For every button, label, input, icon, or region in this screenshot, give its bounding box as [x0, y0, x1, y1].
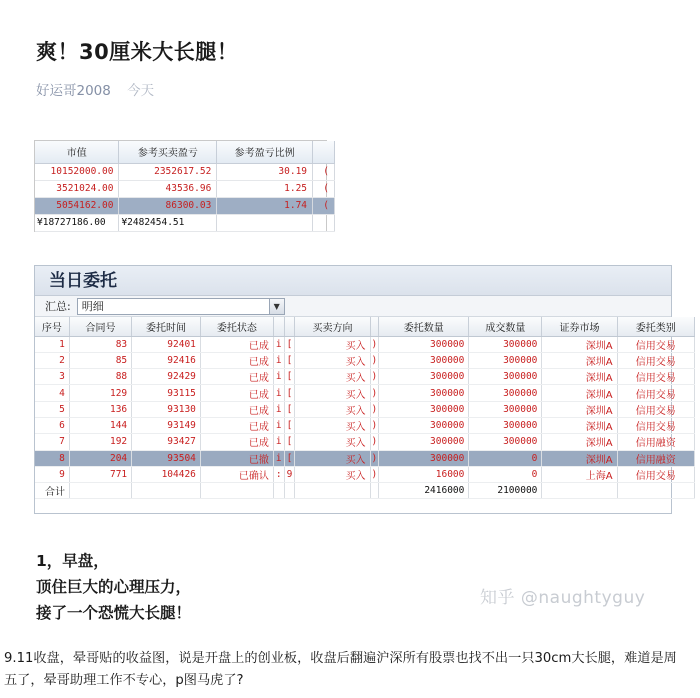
table-cell: i	[273, 385, 284, 401]
table-cell: 2352617.52	[119, 163, 217, 180]
table-cell: 93130	[132, 401, 201, 417]
table-cell	[132, 483, 201, 499]
table-cell: 9	[284, 466, 295, 482]
table-cell: 86300.03	[119, 197, 217, 214]
table-cell: [	[284, 369, 295, 385]
table-cell: i	[273, 352, 284, 368]
column-header: 参考盈亏比例	[217, 141, 313, 163]
table-cell: 5054162.00	[35, 197, 119, 214]
table-row	[35, 369, 695, 385]
table-cell: 深圳A	[542, 369, 617, 385]
table-row	[35, 385, 695, 401]
table-cell: ¥18727186.00	[35, 214, 119, 231]
table-cell: 已成	[200, 336, 273, 352]
table-cell: 83	[69, 336, 131, 352]
table-cell: )	[370, 385, 379, 401]
table-cell: i	[273, 450, 284, 466]
table-cell: 300000	[469, 352, 542, 368]
table-header-row	[35, 317, 695, 336]
column-header-truncated	[284, 317, 295, 336]
column-header: 证券市场	[542, 317, 617, 336]
table-cell: 300000	[379, 417, 469, 433]
table-cell: 300000	[379, 369, 469, 385]
table-cell: 1.25	[217, 180, 313, 197]
table-cell: )	[370, 336, 379, 352]
column-header-truncated	[273, 317, 284, 336]
table-cell: 合计	[35, 483, 69, 499]
table-cell: 买入	[295, 385, 370, 401]
table-cell: 已成	[200, 401, 273, 417]
table-cell: [	[284, 401, 295, 417]
table-cell: 信用交易	[617, 336, 694, 352]
column-header: 委托状态	[200, 317, 273, 336]
table-cell: 买入	[295, 336, 370, 352]
table-row	[35, 180, 335, 197]
table-cell: 深圳A	[542, 434, 617, 450]
table-cell: 2416000	[379, 483, 469, 499]
table-cell: 93427	[132, 434, 201, 450]
table-cell: 204	[69, 450, 131, 466]
table-cell	[313, 214, 335, 231]
panel-title: 当日委托	[35, 266, 671, 296]
column-header-truncated	[313, 141, 335, 163]
table-cell: 9	[35, 466, 69, 482]
table-cell: 信用交易	[617, 401, 694, 417]
table-cell: 3	[35, 369, 69, 385]
table-cell: 深圳A	[542, 385, 617, 401]
table-cell: 93149	[132, 417, 201, 433]
table-total-row	[35, 483, 695, 499]
table-cell: 已成	[200, 352, 273, 368]
author-link[interactable]: 好运哥2008	[36, 83, 111, 99]
table-cell: 4	[35, 385, 69, 401]
table-cell: 5	[35, 401, 69, 417]
table-cell: [	[284, 417, 295, 433]
table-cell: 深圳A	[542, 417, 617, 433]
table-cell	[617, 483, 694, 499]
table-row-selected	[35, 450, 695, 466]
table-cell: 300000	[469, 434, 542, 450]
table-cell	[273, 483, 284, 499]
column-header: 序号	[35, 317, 69, 336]
orders-table	[35, 317, 695, 499]
summary-filter-row	[35, 296, 671, 317]
table-cell: 300000	[379, 434, 469, 450]
table-cell: 93504	[132, 450, 201, 466]
table-cell: 深圳A	[542, 336, 617, 352]
table-cell: 300000	[469, 336, 542, 352]
table-row-selected	[35, 197, 335, 214]
table-cell: 300000	[469, 369, 542, 385]
table-cell: 已成	[200, 417, 273, 433]
table-cell: 信用交易	[617, 466, 694, 482]
table-cell: )	[370, 401, 379, 417]
table-total-row	[35, 214, 335, 231]
table-cell: )	[370, 466, 379, 482]
table-cell: 买入	[295, 401, 370, 417]
table-cell: [	[284, 434, 295, 450]
table-cell: i	[273, 434, 284, 450]
table-row	[35, 434, 695, 450]
table-cell: 300000	[379, 450, 469, 466]
table-cell: [	[284, 352, 295, 368]
table-cell: 43536.96	[119, 180, 217, 197]
column-header: 市值	[35, 141, 119, 163]
table-cell: 买入	[295, 466, 370, 482]
table-cell: 300000	[469, 401, 542, 417]
table-cell: i	[273, 401, 284, 417]
table-cell: 买入	[295, 352, 370, 368]
table-cell: 信用交易	[617, 369, 694, 385]
table-cell: 2100000	[469, 483, 542, 499]
table-cell	[295, 483, 370, 499]
table-cell: 93115	[132, 385, 201, 401]
table-cell: 192	[69, 434, 131, 450]
column-header: 成交数量	[469, 317, 542, 336]
table-row	[35, 466, 695, 482]
table-cell: 信用融资	[617, 434, 694, 450]
table-cell: 信用交易	[617, 352, 694, 368]
table-cell: 300000	[379, 336, 469, 352]
table-cell: 771	[69, 466, 131, 482]
table-cell: 已成	[200, 369, 273, 385]
table-cell: )	[370, 417, 379, 433]
table-cell	[370, 483, 379, 499]
table-row	[35, 417, 695, 433]
table-cell: 8	[35, 450, 69, 466]
table-cell: 85	[69, 352, 131, 368]
table-cell	[217, 214, 313, 231]
table-cell: 300000	[469, 385, 542, 401]
table-cell: 已成	[200, 385, 273, 401]
table-cell: 0	[469, 450, 542, 466]
table-cell: 已成	[200, 434, 273, 450]
table-cell	[284, 483, 295, 499]
body-line: 1，早盘，	[36, 552, 109, 570]
table-cell	[542, 483, 617, 499]
table-cell: :	[273, 466, 284, 482]
table-cell: 300000	[379, 401, 469, 417]
table-cell: 136	[69, 401, 131, 417]
table-cell: 300000	[469, 417, 542, 433]
post-time: 今天	[127, 83, 155, 99]
orders-panel-image	[34, 265, 676, 514]
table-cell: 6	[35, 417, 69, 433]
table-cell: 买入	[295, 434, 370, 450]
watermark: 知乎 @naughtyguy	[480, 588, 646, 608]
table-cell: 买入	[295, 450, 370, 466]
table-cell: [	[284, 336, 295, 352]
table-cell	[200, 483, 273, 499]
table-cell: 信用交易	[617, 417, 694, 433]
table-cell: (	[313, 180, 335, 197]
table-row	[35, 401, 695, 417]
table-cell: 10152000.00	[35, 163, 119, 180]
table-cell: 深圳A	[542, 401, 617, 417]
table-cell: )	[370, 369, 379, 385]
table-cell: 买入	[295, 369, 370, 385]
table-cell: 已确认	[200, 466, 273, 482]
summary-label: 汇总:	[45, 300, 71, 313]
table-cell: (	[313, 197, 335, 214]
table-cell: 1.74	[217, 197, 313, 214]
table-cell: 1	[35, 336, 69, 352]
table-cell: 104426	[132, 466, 201, 482]
chevron-down-icon: ▼	[269, 299, 284, 314]
table-cell: i	[273, 369, 284, 385]
column-header-truncated	[370, 317, 379, 336]
table-cell: 买入	[295, 417, 370, 433]
table-cell: )	[370, 450, 379, 466]
table-cell: 92429	[132, 369, 201, 385]
orders-table-body	[35, 336, 695, 499]
article-title: 爽！30厘米大长腿！	[36, 40, 239, 64]
table-cell: i	[273, 417, 284, 433]
table-row	[35, 336, 695, 352]
table-cell: 信用交易	[617, 385, 694, 401]
table-row	[35, 352, 695, 368]
table-cell: [	[284, 450, 295, 466]
table-header-row	[35, 141, 335, 163]
column-header: 委托数量	[379, 317, 469, 336]
summary-select-value: 明细	[81, 299, 104, 313]
table-cell: 300000	[379, 385, 469, 401]
table-cell: 深圳A	[542, 450, 617, 466]
summary-select	[77, 298, 285, 315]
table-cell: 16000	[379, 466, 469, 482]
table-row	[35, 163, 335, 180]
table-cell: 上海A	[542, 466, 617, 482]
table-cell: 已撤	[200, 450, 273, 466]
column-header: 委托时间	[132, 317, 201, 336]
article-paragraph: 9.11收盘，晕哥贴的收益图，说是开盘上的创业板，收盘后翻遍沪深所有股票也找不出一只30cm大长腿，难道是周五了，晕哥助理工作不专心，p图马虎了?	[4, 651, 677, 688]
table-cell: 88	[69, 369, 131, 385]
table-cell: ¥2482454.51	[119, 214, 217, 231]
column-header: 参考买卖盈亏	[119, 141, 217, 163]
table-cell: 深圳A	[542, 352, 617, 368]
article-body-bold	[36, 548, 191, 626]
column-header: 委托类别	[617, 317, 694, 336]
table-cell: 144	[69, 417, 131, 433]
table-cell: )	[370, 434, 379, 450]
table-cell: 129	[69, 385, 131, 401]
table-cell: 92416	[132, 352, 201, 368]
table-cell: 信用融资	[617, 450, 694, 466]
table-cell: 2	[35, 352, 69, 368]
table-cell: (	[313, 163, 335, 180]
profit-table	[35, 141, 335, 232]
table-cell: [	[284, 385, 295, 401]
table-cell: 7	[35, 434, 69, 450]
article-meta	[36, 79, 154, 99]
table-cell: i	[273, 336, 284, 352]
table-cell: 0	[469, 466, 542, 482]
column-header: 买卖方向	[295, 317, 370, 336]
column-header: 合同号	[69, 317, 131, 336]
table-cell: 300000	[379, 352, 469, 368]
profit-table-image	[34, 140, 327, 232]
table-cell: )	[370, 352, 379, 368]
table-cell: 3521024.00	[35, 180, 119, 197]
body-line: 接了一个恐慌大长腿！	[36, 604, 192, 622]
table-cell: 92401	[132, 336, 201, 352]
body-line: 顶住巨大的心理压力，	[36, 578, 192, 596]
table-cell	[69, 483, 131, 499]
table-cell: 30.19	[217, 163, 313, 180]
